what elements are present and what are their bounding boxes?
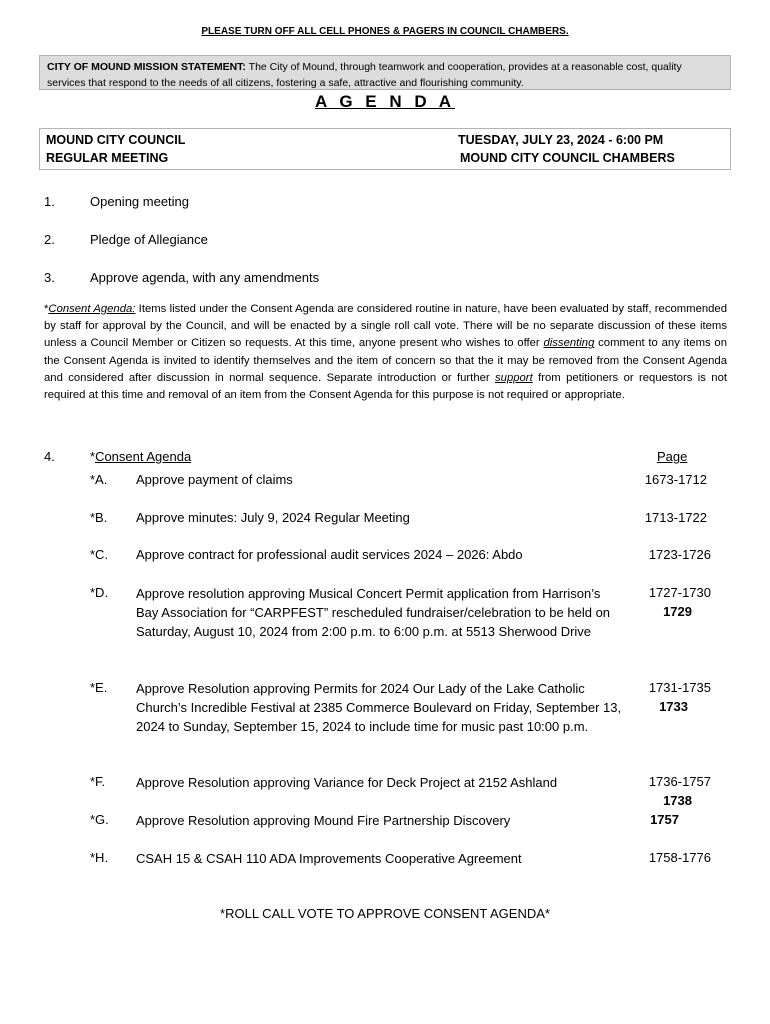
meeting-body: MOUND CITY COUNCIL bbox=[46, 133, 186, 147]
subitem-pages: 1758-1776 bbox=[648, 850, 711, 865]
subitem-key-page: 1757 bbox=[650, 812, 679, 827]
consent-title: Consent Agenda bbox=[95, 449, 192, 464]
subitem-letter: *C. bbox=[90, 547, 109, 562]
item-label: Pledge of Allegiance bbox=[90, 232, 208, 247]
subitem-letter: *H. bbox=[90, 850, 109, 865]
consent-note-term: Consent Agenda: bbox=[48, 303, 136, 315]
consent-heading bbox=[90, 449, 191, 464]
item-label: Approve agenda, with any amendments bbox=[90, 270, 320, 285]
subitem-key-page: 1729 bbox=[663, 604, 692, 619]
subitem-letter: *E. bbox=[90, 680, 108, 695]
subitem-pages: 1673-1712 bbox=[644, 472, 707, 487]
meeting-location: MOUND CITY COUNCIL CHAMBERS bbox=[460, 151, 675, 165]
subitem-key-page: 1738 bbox=[663, 793, 692, 808]
subitem-text: CSAH 15 & CSAH 110 ADA Improvements Cooperative Agreement bbox=[136, 851, 522, 866]
subitem-text: Approve Resolution approving Variance for Deck Project at 2152 Ashland bbox=[136, 775, 558, 790]
item-number: 3. bbox=[44, 270, 55, 285]
subitem-letter: *G. bbox=[90, 812, 109, 827]
subitem-pages: 1736-1757 bbox=[648, 774, 711, 789]
mission-text: The City of Mound, through teamwork and cooperation, provides at a reasonable cost, quality services that respond to the needs of all citizens, fostering a safe, attractive and flourishing community. bbox=[47, 61, 682, 89]
meeting-type: REGULAR MEETING bbox=[46, 151, 169, 165]
subitem-text: Approve Resolution approving Mound Fire Partnership Discovery bbox=[136, 813, 511, 828]
item-label: Opening meeting bbox=[90, 194, 190, 209]
subitem-text: Approve contract for professional audit services 2024 – 2026: Abdo bbox=[136, 547, 523, 562]
subitem-text: Approve minutes: July 9, 2024 Regular Meeting bbox=[136, 510, 410, 525]
subitem-key-page: 1733 bbox=[659, 699, 688, 714]
subitem-text: Approve Resolution approving Permits for 2024 Our Lady of the Lake Catholic Church’s Incredible Festival at 2385 Commerce Boulevard on Friday, September 13, 2024 to Sunday, September 15, 2024 to include time for music past 10:00 p.m. bbox=[136, 681, 622, 734]
subitem-letter: *D. bbox=[90, 585, 109, 600]
subitem-text: Approve resolution approving Musical Concert Permit application from Harrison’s Bay Association for “CARPFEST” rescheduled fundraiser/celebration to be held on Saturday, August 10, 2024 from 2:00 p.m. to 6:00 p.m. at 5513 Sherwood Drive bbox=[136, 586, 611, 639]
consent-note-prefix: * bbox=[44, 303, 49, 315]
consent-note-text: from petitioners or requestors is not required at this time and removal of an item from the Consent Agenda for this purpose is not required or appropriate. bbox=[44, 371, 727, 402]
consent-note-dissenting: dissenting bbox=[543, 337, 595, 350]
subitem-pages: 1731-1735 bbox=[648, 680, 711, 695]
consent-star: * bbox=[90, 449, 96, 464]
page-column-header: Page bbox=[657, 449, 688, 464]
roll-call-note: *ROLL CALL VOTE TO APPROVE CONSENT AGENDA* bbox=[220, 906, 550, 921]
mission-label: CITY OF MOUND MISSION STATEMENT: bbox=[47, 61, 246, 73]
subitem-pages: 1713-1722 bbox=[644, 510, 707, 525]
subitem-pages: 1727-1730 bbox=[648, 585, 711, 600]
item-number: 2. bbox=[44, 232, 55, 247]
item-number: 1. bbox=[44, 194, 55, 209]
subitem-letter: *A. bbox=[90, 472, 108, 487]
subitem-pages: 1723-1726 bbox=[648, 547, 711, 562]
consent-note-text: Items listed under the Consent Agenda are considered routine in nature, have been evaluated by staff, recommended by staff for approval by the Council, and will be enacted by a single roll call vote. There will be no separate discussion of these items unless a Council Member or Citizen so requests. At this time, anyone present who wishes to offer bbox=[44, 303, 727, 350]
consent-note-text: comment to any items on the Consent Agenda is invited to identify themselves and the item of concern so that the it may be removed from the Consent Agenda and considered after discussion in normal sequence. Separate introduction or further bbox=[44, 337, 727, 384]
subitem-letter: *F. bbox=[90, 774, 106, 789]
agenda-title: A G E N D A bbox=[314, 92, 456, 111]
subitem-letter: *B. bbox=[90, 510, 108, 525]
meeting-info-box bbox=[39, 128, 731, 170]
cell-phone-notice: PLEASE TURN OFF ALL CELL PHONES & PAGERS IN COUNCIL CHAMBERS. bbox=[201, 26, 569, 37]
mission-statement bbox=[39, 55, 731, 90]
subitem-text: Approve payment of claims bbox=[136, 472, 293, 487]
consent-item-number: 4. bbox=[44, 449, 55, 464]
meeting-date-time: TUESDAY, JULY 23, 2024 - 6:00 PM bbox=[458, 133, 664, 147]
consent-agenda-note bbox=[44, 301, 727, 404]
consent-note-support: support bbox=[495, 371, 533, 384]
